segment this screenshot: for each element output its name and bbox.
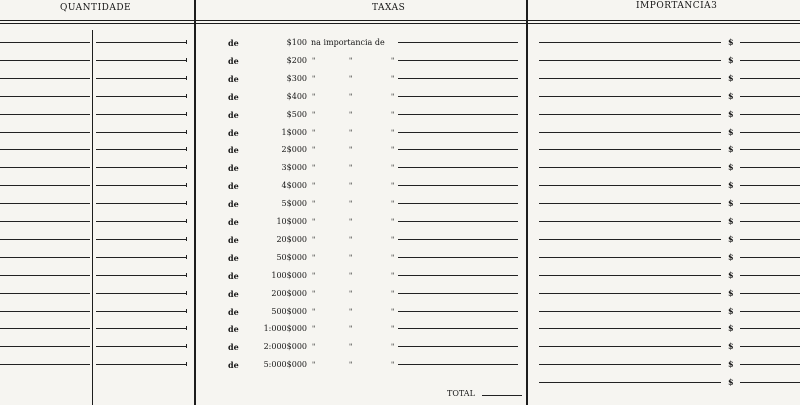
importancia-value-field[interactable] <box>740 275 800 276</box>
ditto-mark: " <box>312 146 316 155</box>
quantidade-subfield[interactable] <box>96 328 186 329</box>
quantidade-subfield[interactable] <box>96 78 186 79</box>
quantidade-field[interactable] <box>0 132 90 133</box>
quantidade-subfield[interactable] <box>96 114 186 115</box>
importancia-value-field[interactable] <box>740 221 800 222</box>
line-end-mark <box>186 76 187 80</box>
taxa-field[interactable] <box>398 275 518 276</box>
rate-prefix: de <box>228 109 239 120</box>
rate-value: 20$000 <box>276 234 307 244</box>
line-end-mark <box>186 219 187 223</box>
importancia-value-field[interactable] <box>740 293 800 294</box>
ditto-mark: " <box>391 325 395 334</box>
importancia-value-field[interactable] <box>740 78 800 79</box>
importancia-field[interactable] <box>539 293 721 294</box>
importancia-value-field[interactable] <box>740 185 800 186</box>
quantidade-field[interactable] <box>0 328 90 329</box>
header-rule-1 <box>0 20 800 21</box>
importancia-value-field[interactable] <box>740 382 800 383</box>
quantidade-subfield[interactable] <box>96 239 186 240</box>
ditto-mark: " <box>349 361 353 370</box>
quantidade-subfield[interactable] <box>96 185 186 186</box>
total-label: TOTAL <box>447 389 475 398</box>
ditto-mark: " <box>391 289 395 298</box>
rate-value: 5$000 <box>281 199 307 209</box>
quantidade-field[interactable] <box>0 257 90 258</box>
quantidade-subfield[interactable] <box>96 60 186 61</box>
header-rule-2 <box>0 23 800 24</box>
rate-prefix: de <box>228 55 239 66</box>
quantidade-subfield[interactable] <box>96 132 186 133</box>
ditto-mark: " <box>391 253 395 262</box>
rate-value: $200 <box>286 55 307 65</box>
quantidade-field[interactable] <box>0 78 90 79</box>
quantidade-field[interactable] <box>0 42 90 43</box>
importancia-field[interactable] <box>539 114 721 115</box>
ditto-mark: " <box>312 361 316 370</box>
currency-sign: $ <box>728 359 734 370</box>
ditto-mark: " <box>349 289 353 298</box>
ditto-mark: " <box>349 343 353 352</box>
rate-prefix: de <box>228 145 239 156</box>
taxa-field[interactable] <box>398 221 518 222</box>
currency-sign: $ <box>728 180 734 191</box>
rate-prefix: de <box>228 181 239 192</box>
taxa-field[interactable] <box>398 42 518 43</box>
quantidade-subfield[interactable] <box>96 275 186 276</box>
ditto-mark: " <box>349 164 353 173</box>
ditto-mark: " <box>349 218 353 226</box>
ditto-mark: " <box>349 74 353 83</box>
importancia-value-field[interactable] <box>740 167 800 168</box>
ditto-mark: " <box>312 343 316 352</box>
rate-suffix: na importancia de <box>311 38 385 47</box>
currency-sign: $ <box>728 287 734 298</box>
currency-sign: $ <box>728 72 734 83</box>
column-divider-right <box>526 0 528 405</box>
quantidade-subfield[interactable] <box>96 346 186 347</box>
taxa-field[interactable] <box>398 185 518 186</box>
ditto-mark: " <box>391 218 395 226</box>
quantidade-subfield[interactable] <box>96 221 186 222</box>
ditto-mark: " <box>312 56 316 65</box>
rate-value: $300 <box>286 73 307 83</box>
rate-value: 2$000 <box>281 145 307 155</box>
currency-sign: $ <box>728 377 734 388</box>
importancia-value-field[interactable] <box>740 132 800 133</box>
taxa-field[interactable] <box>398 149 518 150</box>
importancia-value-field[interactable] <box>740 364 800 365</box>
currency-sign: $ <box>728 90 734 101</box>
quantidade-subfield[interactable] <box>96 167 186 168</box>
quantidade-subfield[interactable] <box>96 42 186 43</box>
importancia-field[interactable] <box>539 382 721 383</box>
ditto-mark: " <box>312 253 316 262</box>
ditto-mark: " <box>391 235 395 244</box>
quantidade-field[interactable] <box>0 275 90 276</box>
currency-sign: $ <box>728 162 734 173</box>
ditto-mark: " <box>391 361 395 370</box>
rate-prefix: de <box>228 252 239 263</box>
currency-sign: $ <box>728 108 734 119</box>
ditto-mark: " <box>391 128 395 137</box>
ditto-mark: " <box>391 92 395 101</box>
importancia-value-field[interactable] <box>740 239 800 240</box>
rate-value: 1:000$000 <box>263 324 307 334</box>
quantidade-subfield[interactable] <box>96 364 186 365</box>
line-end-mark <box>186 130 187 134</box>
currency-sign: $ <box>728 251 734 262</box>
importancia-field[interactable] <box>539 239 721 240</box>
rate-value: 200$000 <box>271 288 307 298</box>
line-end-mark <box>186 183 187 187</box>
ditto-mark: " <box>391 74 395 83</box>
rate-prefix: de <box>228 38 239 48</box>
line-end-mark <box>186 291 187 295</box>
rate-value: $500 <box>286 109 307 119</box>
quantidade-field[interactable] <box>0 96 90 97</box>
line-end-mark <box>186 255 187 259</box>
quantidade-subfield[interactable] <box>96 149 186 150</box>
rate-prefix: de <box>228 91 239 102</box>
quantidade-subfield[interactable] <box>96 311 186 312</box>
currency-sign: $ <box>728 341 734 352</box>
rate-prefix: de <box>228 360 239 371</box>
quantidade-subfield[interactable] <box>96 257 186 258</box>
rate-prefix: de <box>228 306 239 317</box>
taxa-field[interactable] <box>398 132 518 133</box>
quantidade-field[interactable] <box>0 203 90 204</box>
quantidade-field[interactable] <box>0 149 90 150</box>
ditto-mark: " <box>312 271 316 280</box>
quantidade-field[interactable] <box>0 167 90 168</box>
ditto-mark: " <box>391 307 395 316</box>
quantidade-subfield[interactable] <box>96 96 186 97</box>
rate-prefix: de <box>228 234 239 245</box>
taxa-field[interactable] <box>398 293 518 294</box>
ditto-mark: " <box>391 182 395 191</box>
rate-value: 3$000 <box>281 163 307 173</box>
ditto-mark: " <box>312 325 316 334</box>
taxa-field[interactable] <box>398 60 518 61</box>
ditto-mark: " <box>349 253 353 262</box>
rate-value: 500$000 <box>271 306 307 316</box>
importancia-value-field[interactable] <box>740 346 800 347</box>
importancia-value-field[interactable] <box>740 311 800 312</box>
taxa-field[interactable] <box>398 239 518 240</box>
currency-sign: $ <box>728 269 734 280</box>
line-end-mark <box>186 165 187 169</box>
ditto-mark: " <box>391 56 395 65</box>
rate-prefix: de <box>228 127 239 138</box>
rate-prefix: de <box>228 199 239 210</box>
ditto-mark: " <box>312 74 316 83</box>
quantidade-field[interactable] <box>0 293 90 294</box>
rate-prefix: de <box>228 73 239 84</box>
rate-value: 100$000 <box>271 270 307 280</box>
line-end-mark <box>186 273 187 277</box>
quantidade-subfield[interactable] <box>96 203 186 204</box>
quantidade-field[interactable] <box>0 311 90 312</box>
importancia-field[interactable] <box>539 185 721 186</box>
importancia-field[interactable] <box>539 275 721 276</box>
ditto-mark: " <box>312 92 316 101</box>
ditto-mark: " <box>312 235 316 244</box>
rate-value: 5:000$000 <box>263 360 307 370</box>
ditto-mark: " <box>391 343 395 352</box>
rate-value: 50$000 <box>276 252 307 262</box>
importancia-field[interactable] <box>539 257 721 258</box>
header-importancias: IMPORTANCIA3 <box>636 1 718 11</box>
importancia-field[interactable] <box>539 221 721 222</box>
rate-value: $400 <box>286 91 307 101</box>
importancia-value-field[interactable] <box>740 257 800 258</box>
line-end-mark <box>186 362 187 366</box>
total-field[interactable] <box>482 395 522 396</box>
ditto-mark: " <box>312 110 316 119</box>
taxa-field[interactable] <box>398 203 518 204</box>
rate-prefix: de <box>228 217 239 227</box>
currency-sign: $ <box>728 233 734 244</box>
taxa-field[interactable] <box>398 167 518 168</box>
quantidade-field[interactable] <box>0 221 90 222</box>
ditto-mark: " <box>391 110 395 119</box>
importancia-field[interactable] <box>539 96 721 97</box>
taxa-field[interactable] <box>398 364 518 365</box>
importancia-field[interactable] <box>539 60 721 61</box>
taxa-field[interactable] <box>398 257 518 258</box>
currency-sign: $ <box>728 305 734 316</box>
ditto-mark: " <box>349 182 353 191</box>
ditto-mark: " <box>349 200 353 209</box>
ditto-mark: " <box>312 289 316 298</box>
taxa-field[interactable] <box>398 78 518 79</box>
importancia-field[interactable] <box>539 149 721 150</box>
line-end-mark <box>186 201 187 205</box>
ditto-mark: " <box>349 110 353 119</box>
quantidade-subfield[interactable] <box>96 293 186 294</box>
importancia-value-field[interactable] <box>740 60 800 61</box>
rate-prefix: de <box>228 288 239 299</box>
rate-value: 2:000$000 <box>263 342 307 352</box>
taxa-field[interactable] <box>398 311 518 312</box>
rate-prefix: de <box>228 163 239 174</box>
rate-prefix: de <box>228 342 239 353</box>
ditto-mark: " <box>391 271 395 280</box>
quantidade-inner-divider <box>92 30 93 405</box>
importancia-field[interactable] <box>539 328 721 329</box>
taxa-field[interactable] <box>398 328 518 329</box>
importancia-field[interactable] <box>539 311 721 312</box>
currency-sign: $ <box>728 198 734 209</box>
line-end-mark <box>186 326 187 330</box>
quantidade-field[interactable] <box>0 364 90 365</box>
ditto-mark: " <box>391 164 395 173</box>
quantidade-field[interactable] <box>0 239 90 240</box>
ditto-mark: " <box>312 128 316 137</box>
column-divider-left <box>194 0 196 405</box>
header-quantidade: QUANTIDADE <box>60 3 132 13</box>
ditto-mark: " <box>312 200 316 209</box>
currency-sign: $ <box>728 144 734 155</box>
importancia-field[interactable] <box>539 42 721 43</box>
rate-value: 10$000 <box>276 217 307 226</box>
ditto-mark: " <box>349 128 353 137</box>
importancia-value-field[interactable] <box>740 114 800 115</box>
rate-prefix: de <box>228 324 239 335</box>
rate-value: 1$000 <box>281 127 307 137</box>
line-end-mark <box>186 94 187 98</box>
line-end-mark <box>186 309 187 313</box>
taxa-field[interactable] <box>398 346 518 347</box>
ditto-mark: " <box>312 307 316 316</box>
importancia-value-field[interactable] <box>740 96 800 97</box>
rate-prefix: de <box>228 270 239 281</box>
header-taxas: TAXAS <box>372 3 406 13</box>
ditto-mark: " <box>349 56 353 65</box>
importancia-field[interactable] <box>539 78 721 79</box>
ditto-mark: " <box>349 235 353 244</box>
ditto-mark: " <box>349 146 353 155</box>
ditto-mark: " <box>349 92 353 101</box>
ditto-mark: " <box>312 218 316 226</box>
rate-value: $100 <box>286 38 307 47</box>
quantidade-field[interactable] <box>0 114 90 115</box>
line-end-mark <box>186 237 187 241</box>
line-end-mark <box>186 40 187 44</box>
currency-sign: $ <box>728 54 734 65</box>
ditto-mark: " <box>349 271 353 280</box>
importancia-value-field[interactable] <box>740 42 800 43</box>
ditto-mark: " <box>312 164 316 173</box>
quantidade-field[interactable] <box>0 346 90 347</box>
currency-sign: $ <box>728 37 734 47</box>
taxa-field[interactable] <box>398 114 518 115</box>
line-end-mark <box>186 147 187 151</box>
importancia-field[interactable] <box>539 346 721 347</box>
currency-sign: $ <box>728 216 734 226</box>
importancia-value-field[interactable] <box>740 149 800 150</box>
quantidade-field[interactable] <box>0 60 90 61</box>
currency-sign: $ <box>728 323 734 334</box>
ditto-mark: " <box>349 307 353 316</box>
ditto-mark: " <box>349 325 353 334</box>
importancia-field[interactable] <box>539 167 721 168</box>
importancia-value-field[interactable] <box>740 328 800 329</box>
line-end-mark <box>186 58 187 62</box>
ditto-mark: " <box>391 200 395 209</box>
importancia-field[interactable] <box>539 203 721 204</box>
taxa-field[interactable] <box>398 96 518 97</box>
importancia-value-field[interactable] <box>740 203 800 204</box>
importancia-field[interactable] <box>539 132 721 133</box>
line-end-mark <box>186 344 187 348</box>
quantidade-field[interactable] <box>0 185 90 186</box>
rate-value: 4$000 <box>281 181 307 191</box>
currency-sign: $ <box>728 126 734 137</box>
importancia-field[interactable] <box>539 364 721 365</box>
ditto-mark: " <box>391 146 395 155</box>
line-end-mark <box>186 112 187 116</box>
ditto-mark: " <box>312 182 316 191</box>
